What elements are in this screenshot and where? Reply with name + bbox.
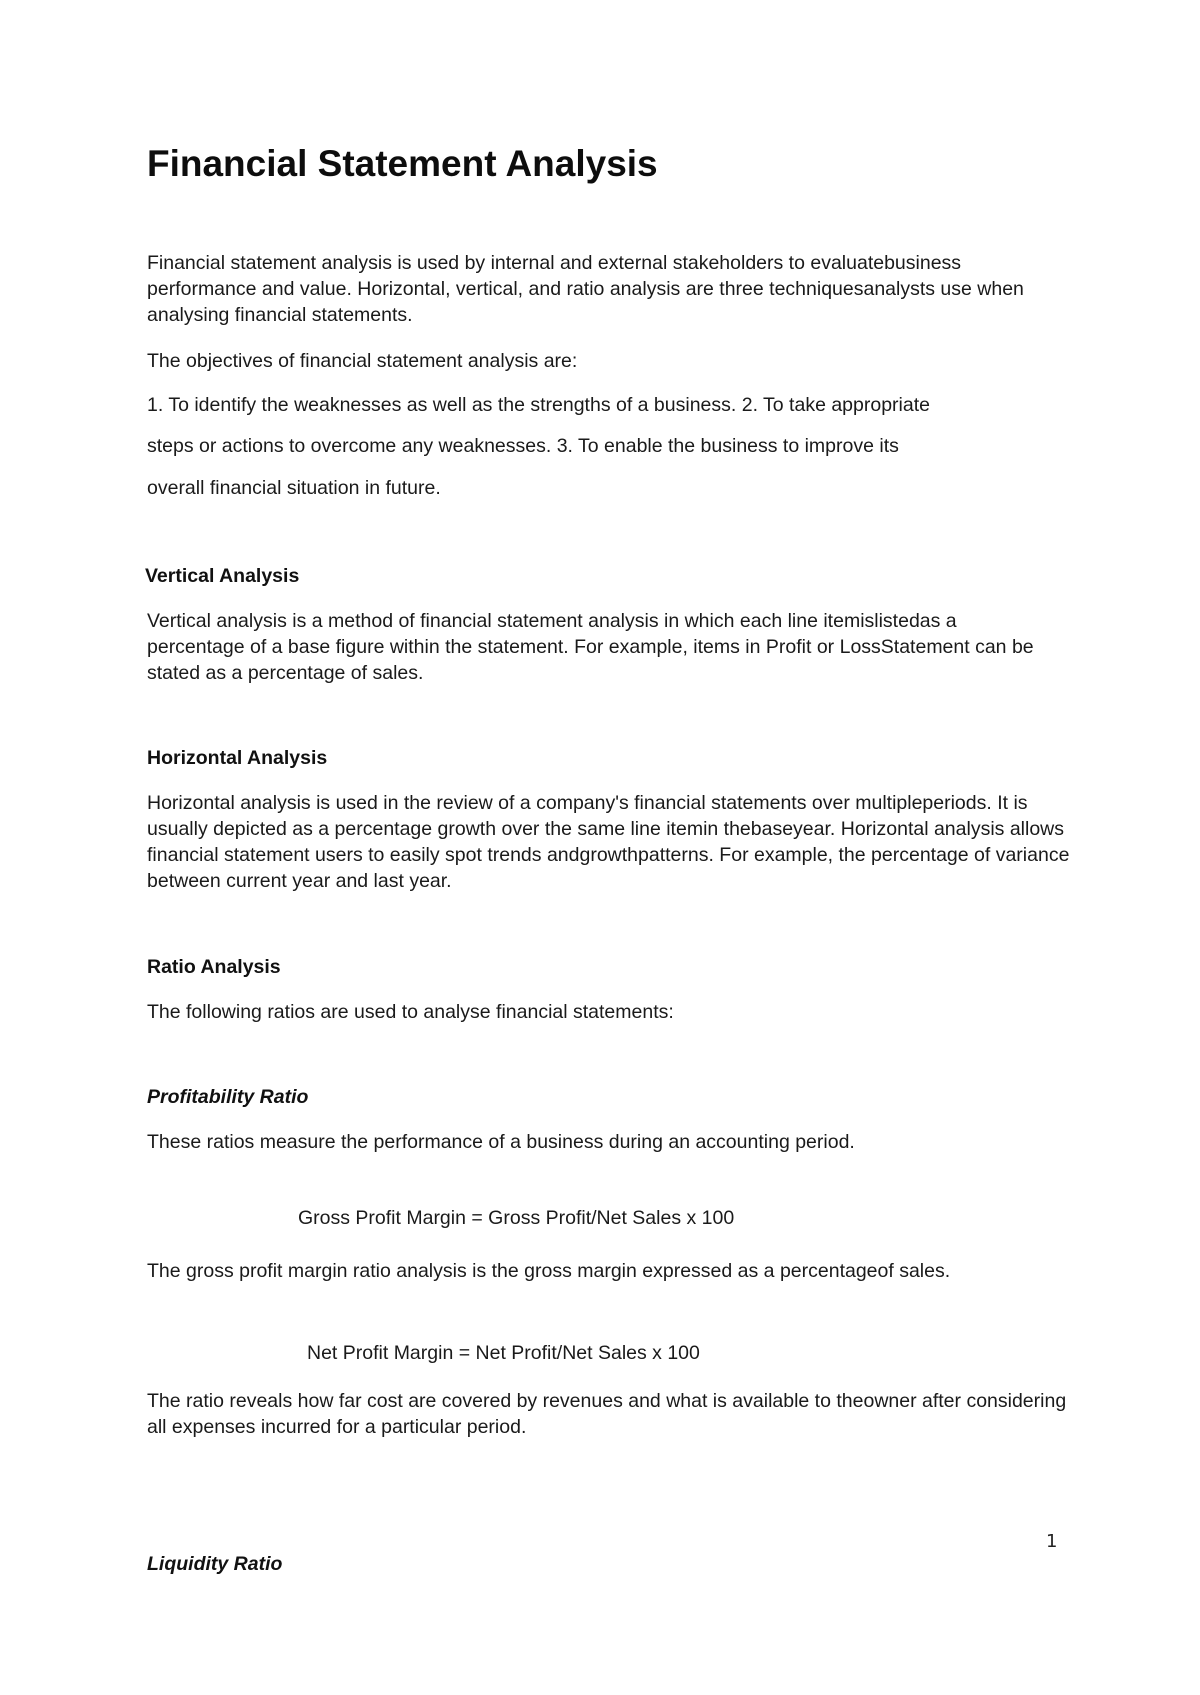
horizontal-analysis-line: usually depicted as a percentage growth over the same line itemin thebaseyear. Horizontal analysis allows: [147, 818, 1065, 840]
page-number: 1: [1046, 1531, 1058, 1552]
document-title: Financial Statement Analysis: [147, 143, 658, 184]
objectives-line: overall financial situation in future.: [147, 477, 441, 499]
intro-line: analysing financial statements.: [147, 304, 413, 326]
profitability-ratio-intro: These ratios measure the performance of a business during an accounting period.: [147, 1131, 855, 1153]
net-profit-margin-formula: Net Profit Margin = Net Profit/Net Sales x 100: [307, 1342, 700, 1364]
vertical-analysis-line: Vertical analysis is a method of financial statement analysis in which each line itemislistedas a: [147, 610, 957, 632]
ratio-analysis-heading: Ratio Analysis: [147, 956, 281, 978]
ratio-analysis-intro: The following ratios are used to analyse financial statements:: [147, 1001, 674, 1023]
liquidity-ratio-heading: Liquidity Ratio: [147, 1553, 283, 1575]
horizontal-analysis-line: between current year and last year.: [147, 870, 452, 892]
vertical-analysis-line: stated as a percentage of sales.: [147, 662, 424, 684]
vertical-analysis-heading: Vertical Analysis: [145, 565, 300, 587]
intro-line: Financial statement analysis is used by internal and external stakeholders to evaluatebusiness: [147, 252, 962, 274]
horizontal-analysis-heading: Horizontal Analysis: [147, 747, 328, 769]
intro-line: performance and value. Horizontal, vertical, and ratio analysis are three techniquesanalysts use when: [147, 278, 1024, 300]
horizontal-analysis-line: Horizontal analysis is used in the review of a company's financial statements over multipleperiods. It is: [147, 792, 1028, 814]
objectives-line: steps or actions to overcome any weaknesses. 3. To enable the business to improve its: [147, 435, 899, 457]
objectives-line: 1. To identify the weaknesses as well as the strengths of a business. 2. To take appropriate: [147, 394, 930, 416]
objectives-lead: The objectives of financial statement analysis are:: [147, 350, 578, 372]
profitability-ratio-heading: Profitability Ratio: [147, 1086, 309, 1108]
net-profit-margin-description-line: The ratio reveals how far cost are covered by revenues and what is available to theowner after considering: [147, 1390, 1067, 1412]
horizontal-analysis-line: financial statement users to easily spot trends andgrowthpatterns. For example, the percentage of variance: [147, 844, 1070, 866]
gross-profit-margin-formula: Gross Profit Margin = Gross Profit/Net Sales x 100: [298, 1207, 735, 1229]
vertical-analysis-line: percentage of a base figure within the statement. For example, items in Profit or LossStatement can be: [147, 636, 1034, 658]
gross-profit-margin-description: The gross profit margin ratio analysis is the gross margin expressed as a percentageof sales.: [147, 1260, 951, 1282]
net-profit-margin-description-line: all expenses incurred for a particular period.: [147, 1416, 527, 1438]
